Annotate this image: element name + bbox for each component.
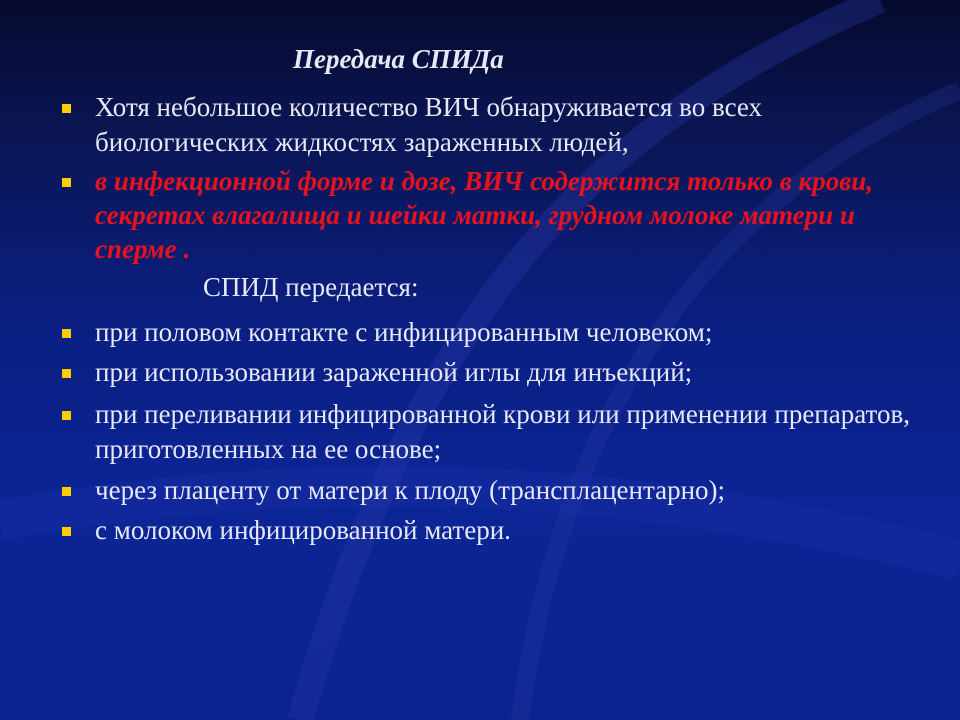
bullet-square-icon: [62, 487, 71, 496]
list-item-text: с молоком инфицированной матери.: [95, 515, 511, 545]
bullet-square-icon: [62, 104, 71, 113]
bullet-square-icon: [62, 178, 71, 187]
bullet-square-icon: [62, 329, 71, 338]
list-item-text: при использовании зараженной иглы для инъекций;: [95, 357, 693, 387]
bullet-square-icon: [62, 527, 71, 536]
bullet-square-icon: [62, 369, 71, 378]
list-item-text: при переливании инфицированной крови или применении препаратов, приготовленных на ее основе;: [95, 399, 910, 464]
list-item-text-highlight: в инфекционной форме и дозе, ВИЧ содержится только в крови, секретах влагалища и шейки матки, грудном молоке матери и сперме .: [95, 166, 874, 264]
list-item-text: при половом контакте с инфицированным человеком;: [95, 317, 713, 347]
bullet-square-icon: [62, 411, 71, 420]
list-item-text: Хотя небольшое количество ВИЧ обнаруживается во всех биологических жидкостях зараженных людей,: [95, 92, 763, 157]
list-item-text: через плаценту от матери к плоду (трансплацентарно);: [95, 475, 726, 505]
subtitle: СПИД передается:: [203, 272, 419, 302]
slide-title: Передача СПИДа: [293, 44, 504, 74]
